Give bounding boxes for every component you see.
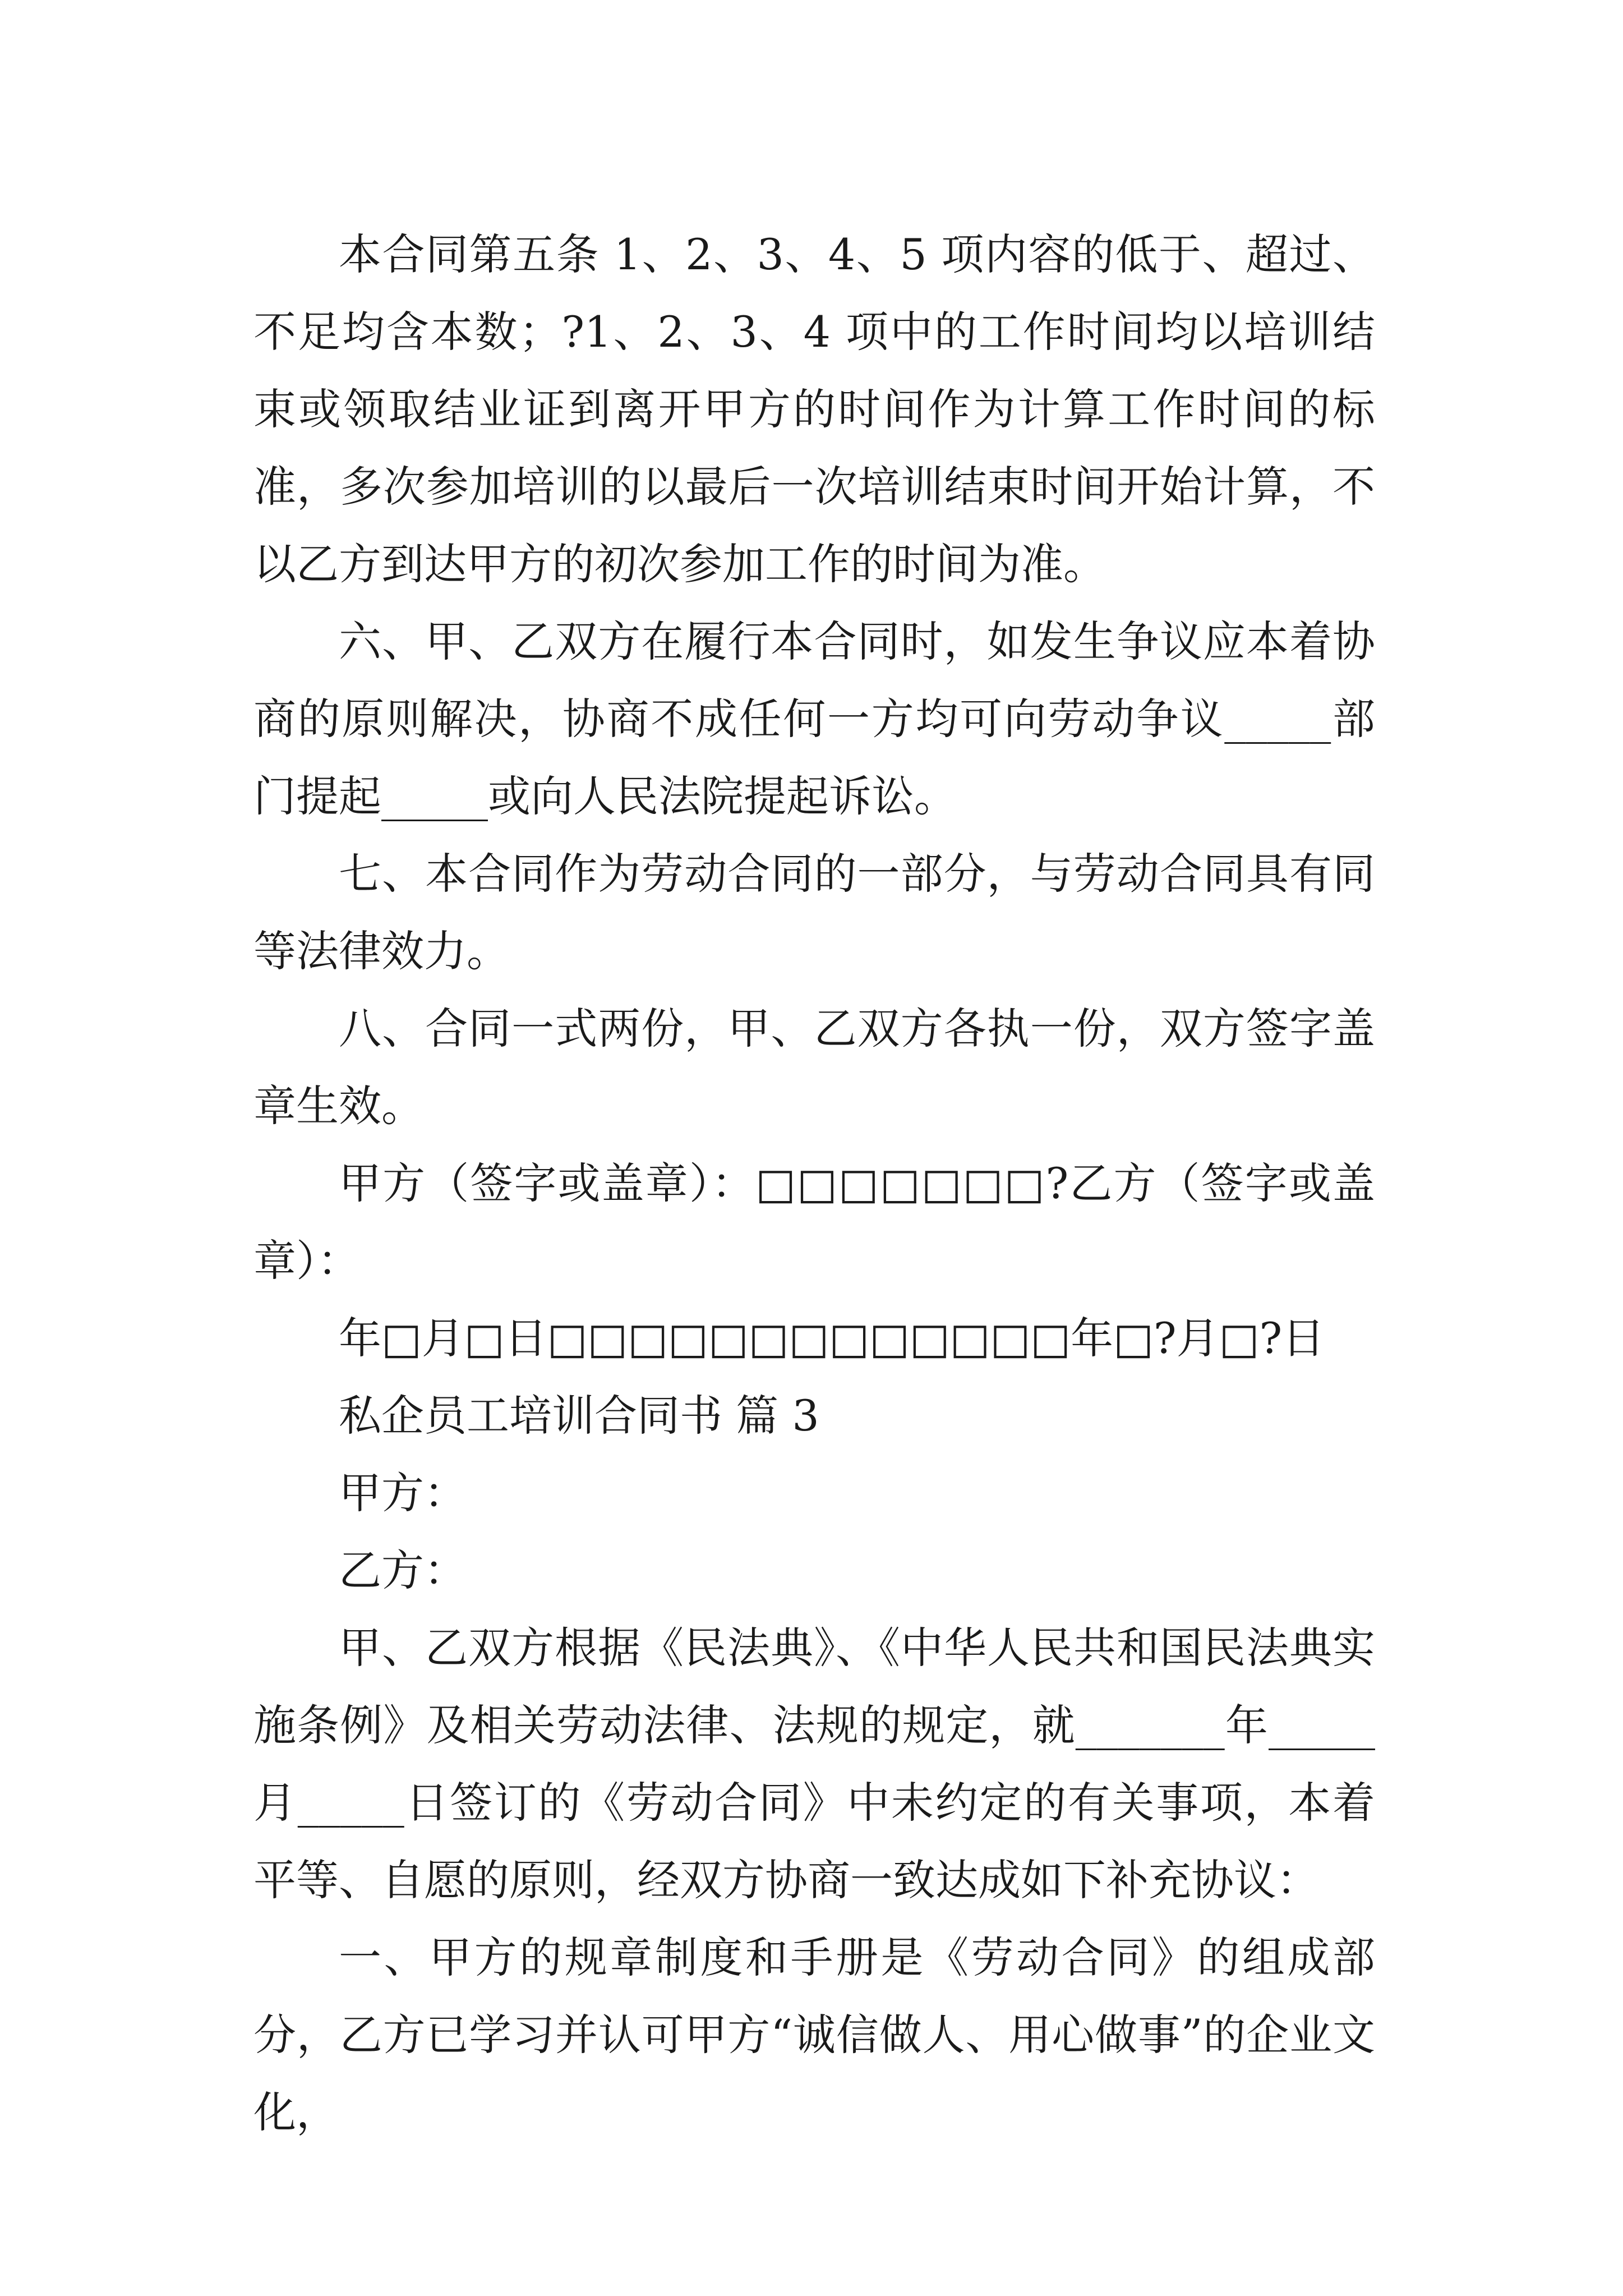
document-body — [253, 216, 1375, 2151]
paragraph-article-1: 一、甲方的规章制度和手册是《劳动合同》的组成部分，乙方已学习并认可甲方“诚信做人、用心做事”的企业文化， — [253, 1932, 1375, 2137]
paragraph-preamble: 甲、乙双方根据《民法典》、《中华人民共和国民法典实施条例》及相关劳动法律、法规的规定，就_______年_____月_____日签订的《劳动合同》中未约定的有关事项，本着平等、自愿的原则，经双方协商一致达成如下补充协议： — [253, 1623, 1375, 1905]
paragraph-article-8: 八、合同一式两份，甲、乙双方各执一份，双方签字盖章生效。 — [253, 1004, 1375, 1131]
date-line: 年□月□日□□□□□□□□□□□□□年□?月□?日 — [339, 1313, 1325, 1363]
paragraph-article-6: 六、甲、乙双方在履行本合同时，如发生争议应本着协商的原则解决，协商不成任何一方均可向劳动争议_____部门提起_____或向人民法院提起诉讼。 — [253, 616, 1375, 821]
party-b-label: 乙方： — [339, 1545, 467, 1595]
paragraph-article-7: 七、本合同作为劳动合同的一部分，与劳动合同具有同等法律效力。 — [253, 849, 1375, 976]
paragraph-article-5-note: 本合同第五条 1、2、3、4、5 项内容的低于、超过、不足均含本数；?1、2、3、4 项中的工作时间均以培训结束或领取结业证到离开甲方的时间作为计算工作时间的标准，多次参加培训的以最后一次培训结束时间开始计算，不以乙方到达甲方的初次参加工作的时间为准。 — [253, 229, 1375, 589]
signature-line: 甲方（签字或盖章）：□□□□□□□?乙方（签字或盖章）： — [253, 1158, 1375, 1286]
section-title: 私企员工培训合同书 篇 3 — [339, 1391, 819, 1441]
party-a-label: 甲方： — [339, 1468, 467, 1518]
